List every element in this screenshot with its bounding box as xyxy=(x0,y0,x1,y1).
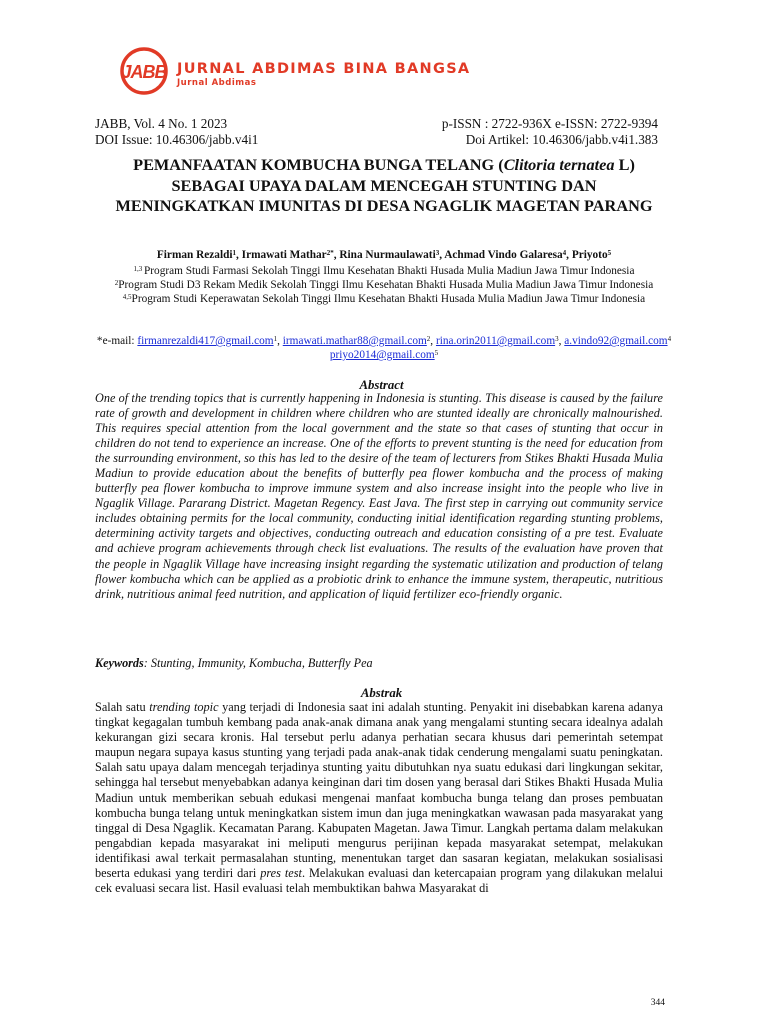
email-sup: 3 xyxy=(555,335,559,343)
paper-title xyxy=(100,155,668,217)
affiliation-sup: 4,5 xyxy=(122,293,132,302)
affiliation-text: Program Studi D3 Rekam Medik Sekolah Tinggi Ilmu Kesehatan Bhakti Husada Mulia Madiun Jawa Timur Indonesia xyxy=(118,279,654,292)
author-separator: , xyxy=(439,249,445,261)
author-name: Achmad Vindo Galaresa xyxy=(444,249,563,261)
journal-name: JURNAL ABDIMAS BINA BANGSA xyxy=(177,61,471,77)
email-sup: 4 xyxy=(667,335,672,343)
abstrak-body xyxy=(95,700,663,896)
keywords-line xyxy=(95,656,663,671)
affiliation xyxy=(90,264,678,278)
affiliation-sup: 1,3 xyxy=(133,265,145,273)
affiliation-text: Program Studi Farmasi Sekolah Tinggi Ilmu Kesehatan Bhakti Husada Mulia Madiun Jawa Timur Indonesia xyxy=(144,265,635,277)
author-sup: 4 xyxy=(562,249,567,257)
affiliation xyxy=(90,278,678,292)
author-name: Rina Nurmaulawati xyxy=(339,249,436,261)
journal-subtitle: Jurnal Abdimas xyxy=(177,78,257,88)
author-sup: 2* xyxy=(326,249,334,257)
author-name: Priyoto xyxy=(571,249,608,261)
keywords-text: : Stunting, Immunity, Kombucha, Butterfly Pea xyxy=(143,656,373,670)
doi-issue: DOI Issue: 10.46306/jabb.v4i1 xyxy=(95,132,259,147)
abstrak-heading: Abstrak xyxy=(360,686,403,700)
email-link[interactable]: irmawati.mathar88@gmail.com xyxy=(282,335,427,347)
doi-article: Doi Artikel: 10.46306/jabb.v4i1.383 xyxy=(465,132,658,147)
email-link[interactable]: a.vindo92@gmail.com xyxy=(564,335,668,347)
title-part-2: L) SEBAGAI UPAYA DALAM MENCEGAH STUNTING DAN MENINGKATKAN IMUNITAS DI DESA NGAGLIK MAGETAN PARANG xyxy=(115,155,653,215)
email-link[interactable]: rina.orin2011@gmail.com xyxy=(435,335,556,347)
journal-title-block xyxy=(177,60,470,89)
volume-info: JABB, Vol. 4 No. 1 2023 xyxy=(95,116,228,131)
email-list xyxy=(90,334,678,362)
abstract-en-body: One of the trending topics that is currently happening in Indonesia is stunting. This disease is caused by the failure rate of growth and development in children where children who are stunted ideally are chronically malnourished. This requires special attention from the local government and the state so that cases of stunting that occur in children do not tend to experience an increase. One of the efforts to prevent stunting is the need for education from the surrounding environment, so this has led to the desire of the team of lecturers from Stikes Bhakti Husada Mulia Madiun to provide education about the benefits of butterfly pea flower kombucha and the process of making butterfly pea flower kombucha to improve immune system and also increase insight into the people who live in Ngaglik Village. Pararang District. Magetan Regency. East Java. The first step in carrying out community service includes obtaining permits for the local community, conducting initial identification regarding stunting problems, determining activity targets and objectives, conducting outreach and education consisting of a pre test. Evaluate and achieve program achievements through check list evaluations. The results of the evaluation have proven that the people in Ngaglik Village have increasing insight regarding the systematic utilization and production of telang flower kombucha which can be applied as a probiotic drink to enhance the immune system, therapeutic, nutritious drink, nutritious animal feed nutrition, and application of liquid fertilizer eco-friendly organic. xyxy=(95,391,663,601)
abstrak-text-3: . Melakukan evaluasi dan ketercapaian program yang dilakukan melalui cek evaluasi secara list. Hasil evaluasi telah membuktikan bahwa Masyarakat di xyxy=(95,866,663,896)
affiliation-text: Program Studi Keperawatan Sekolah Tinggi Ilmu Kesehatan Bhakti Husada Mulia Madiun Jawa Timur Indonesia xyxy=(131,293,646,306)
email-link[interactable]: firmanrezaldi417@gmail.com xyxy=(137,335,274,347)
author-sup: 3 xyxy=(435,249,440,257)
keywords-label: Keywords xyxy=(95,656,144,670)
email-separator: , xyxy=(277,335,283,347)
author-separator: , xyxy=(236,249,242,261)
abstract-heading: Abstract xyxy=(359,378,404,392)
author-separator: , xyxy=(333,249,340,261)
author-name: Firman Rezaldi xyxy=(156,249,233,261)
affiliation-sup: 2 xyxy=(114,279,119,288)
email-separator: , xyxy=(430,335,436,347)
title-species: Clitoria ternatea xyxy=(503,155,615,174)
email-sup: 5 xyxy=(434,349,439,358)
page-number: 344 xyxy=(650,998,665,1008)
author-list xyxy=(80,248,688,262)
email-sup: 2 xyxy=(426,335,431,343)
issn-info: p-ISSN : 2722-936X e-ISSN: 2722-9394 xyxy=(441,116,658,131)
affiliation xyxy=(90,292,678,306)
email-link[interactable]: priyo2014@gmail.com xyxy=(329,349,435,362)
author-separator: , xyxy=(566,249,572,261)
abstrak-text-1: Salah satu xyxy=(95,700,150,714)
author-sup: 5 xyxy=(607,249,612,257)
title-part-1: PEMANFAATAN KOMBUCHA BUNGA TELANG ( xyxy=(133,155,504,174)
author-name: Irmawati Mathar xyxy=(241,249,327,261)
email-sup: 1 xyxy=(273,335,278,343)
author-sup: 1 xyxy=(232,249,237,257)
abstrak-text-2: yang terjadi di Indonesia saat ini adalah stunting. Penyakit ini disebabkan karena adanya tingkat kegagalan tumbuh kembang pada anak-anak dimana anak yang mengalami stunting secara idealnya adalah kekurangan gizi secara kronis. Hal tersebut perlu adanya perhatian secara khusus dari pemerintah setempat maupun negara supaya kasus stunting yang terjadi pada anak-anak tidak cenderung mengalami suatu peningkatan. Salah satu upaya dalam mencegah terjadinya stunting yaitu dibutuhkan nya suatu edukasi dari lingkungan sekitar, sehingga hal tersebut menyebabkan adanya keinginan dari tim dosen yang berasal dari Stikes Bhakti Husada Mulia Madiun untuk memberikan sebuah edukasi mengenai manfaat kombucha bunga telang dan proses pembuatan kombucha bunga telang untuk meningkatkan sistem imun dan juga meningkatkan wawasan pada masyarakat yang tinggal di Desa Ngaglik. Kecamatan Parang. Kabupaten Magetan. Jawa Timur. Langkah pertama dalam melakukan pengabdian kepada masyarakat ini meliputi mengurus perijinan kepada masyarakat setempat, melakukan identifikasi awal terkait permasalahan stunting, menentukan target dan sasaran kegiatan, melakukan sosialisasi beserta edukasi yang terdiri dari xyxy=(95,700,663,881)
abstrak-italic-2: pres test xyxy=(260,866,302,881)
abstrak-italic-1: trending topic xyxy=(149,700,219,714)
email-prefix: *e-mail: xyxy=(96,335,138,347)
affiliation-list xyxy=(90,264,678,307)
logo-letters: JABB xyxy=(121,62,167,82)
email-separator: , xyxy=(558,335,565,347)
